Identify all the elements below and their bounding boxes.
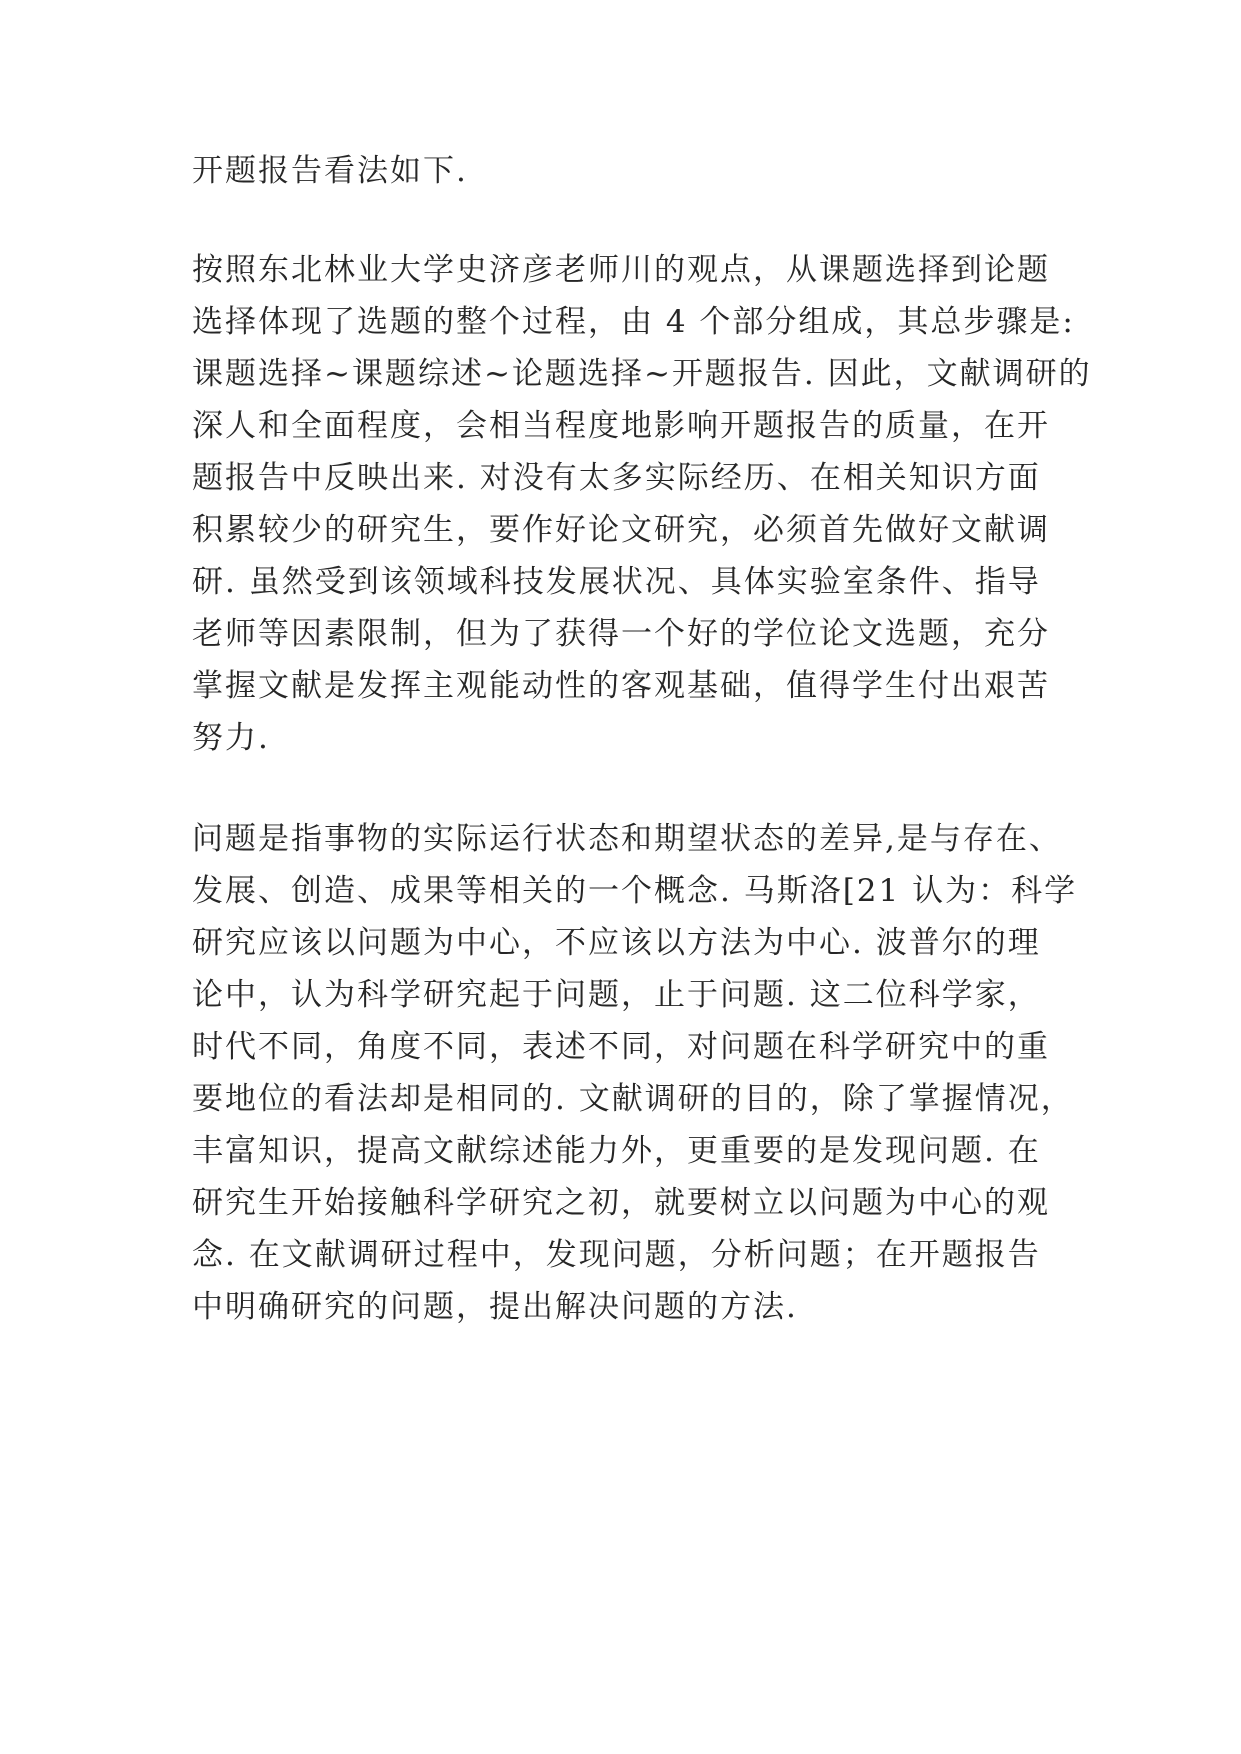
paragraph-line: 研. 虽然受到该领域科技发展状况、具体实验室条件、指导 xyxy=(192,564,1041,600)
paragraph-line: 努力. xyxy=(192,720,270,756)
paragraph-line: 掌握文献是发挥主观能动性的客观基础，值得学生付出艰苦 xyxy=(192,668,1050,704)
paragraph-line: 开题报告看法如下. xyxy=(192,153,468,189)
paragraph-line: 研究生开始接触科学研究之初，就要树立以问题为中心的观 xyxy=(192,1185,1050,1221)
paragraph-line: 题报告中反映出来. 对没有太多实际经历、在相关知识方面 xyxy=(192,460,1041,496)
paragraph-line: 念. 在文献调研过程中，发现问题，分析问题；在开题报告 xyxy=(192,1237,1041,1273)
paragraph-line: 发展、创造、成果等相关的一个概念. 马斯洛[21 认为：科学 xyxy=(192,873,1078,909)
paragraph-line: 按照东北林业大学史济彦老师川的观点，从课题选择到论题 xyxy=(192,252,1050,288)
paragraph-line: 丰富知识，提高文献综述能力外，更重要的是发现问题. 在 xyxy=(192,1133,1041,1169)
paragraph-line: 深人和全面程度，会相当程度地影响开题报告的质量，在开 xyxy=(192,408,1050,444)
paragraph-line: 论中，认为科学研究起于问题，止于问题. 这二位科学家， xyxy=(192,977,1041,1013)
paragraph-line: 时代不同，角度不同，表述不同，对问题在科学研究中的重 xyxy=(192,1029,1050,1065)
paragraph-line: 问题是指事物的实际运行状态和期望状态的差异,是与存在、 xyxy=(192,821,1062,857)
paragraph-line: 研究应该以问题为中心，不应该以方法为中心. 波普尔的理 xyxy=(192,925,1041,961)
paragraph-line: 课题选择~课题综述~论题选择~开题报告. 因此，文献调研的 xyxy=(192,356,1092,392)
paragraph-line: 老师等因素限制，但为了获得一个好的学位论文选题，充分 xyxy=(192,616,1050,652)
paragraph-line: 中明确研究的问题，提出解决问题的方法. xyxy=(192,1289,798,1325)
paragraph-line: 积累较少的研究生，要作好论文研究，必须首先做好文献调 xyxy=(192,512,1050,548)
paragraph-line: 要地位的看法却是相同的. 文献调研的目的，除了掌握情况， xyxy=(192,1081,1074,1117)
paragraph-line: 选择体现了选题的整个过程，由 4 个部分组成，其总步骤是: xyxy=(192,304,1075,340)
